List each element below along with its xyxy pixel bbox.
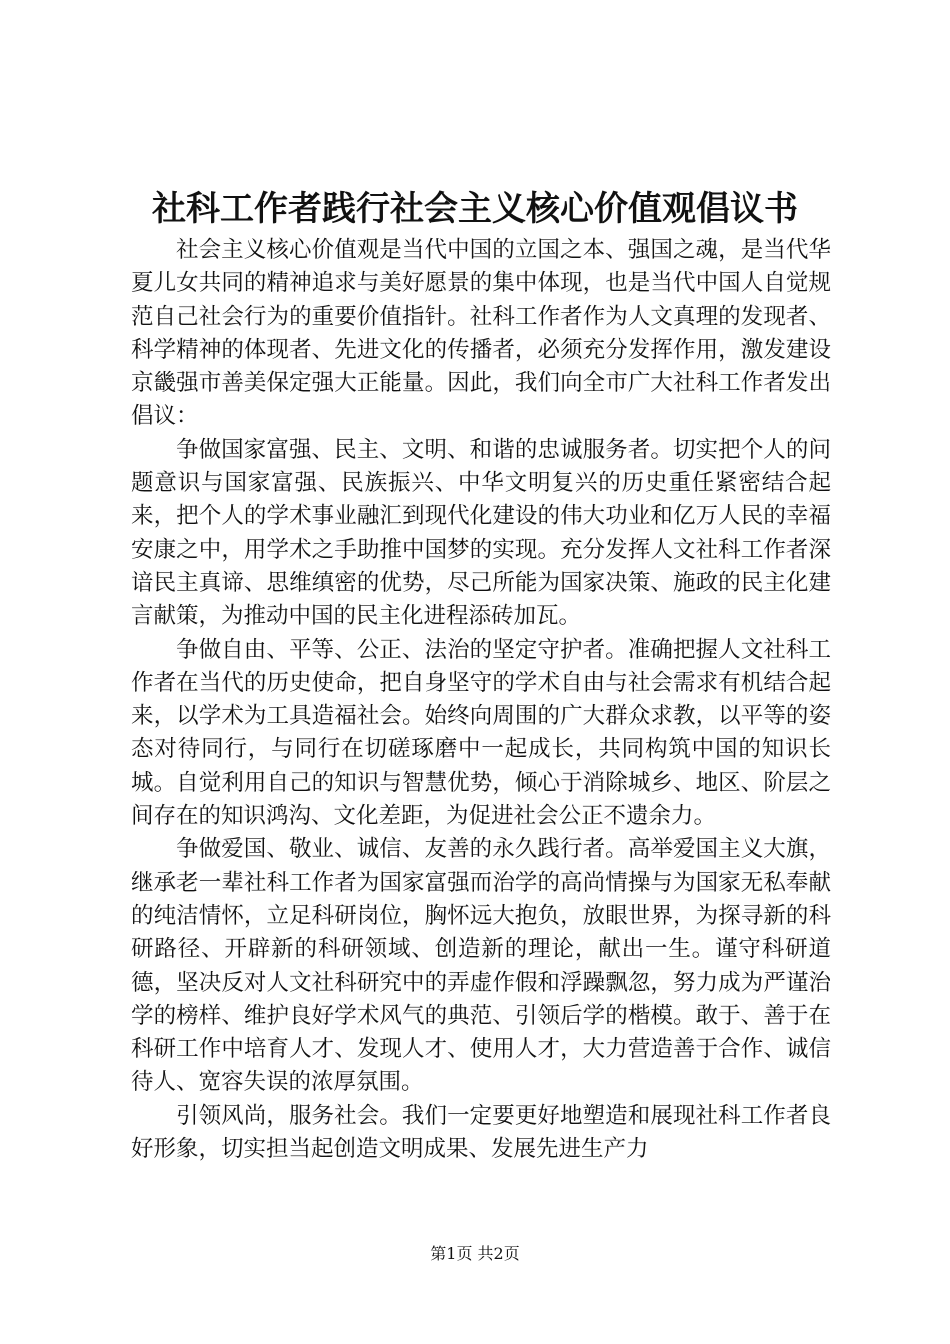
paragraph-intro: 社会主义核心价值观是当代中国的立国之本、强国之魂，是当代华夏儿女共同的精神追求与美好愿景的集中体现，也是当代中国人自觉规范自己社会行为的重要价值指针。社科工作者作为人文真理的发现者、科学精神的体现者、先进文化的传播者，必须充分发挥作用，激发建设京畿强市善美保定强大正能量。因此，我们向全市广大社科工作者发出倡议： [131,237,831,430]
paragraph-patriotism: 争做爱国、敬业、诚信、友善的永久践行者。高举爱国主义大旗，继承老一辈社科工作者为国家富强而治学的高尚情操与为国家无私奉献的纯洁情怀，立足科研岗位，胸怀远大抱负，放眼世界，为探寻新的科研路径、开辟新的科研领域、创造新的理论，献出一生。谨守科研道德，坚决反对人文社科研究中的弄虚作假和浮躁飘忽，努力成为严谨治学的榜样、维护良好学术风气的典范、引领后学的楷模。敢于、善于在科研工作中培育人才、发现人才、使用人才，大力营造善于合作、诚信待人、宽容失误的浓厚氛围。 [131,836,831,1096]
document-body [131,234,831,1166]
document-title: 社科工作者践行社会主义核心价值观倡议书 [152,189,798,229]
paragraph-prosperity: 争做国家富强、民主、文明、和谐的忠诚服务者。切实把个人的问题意识与国家富强、民族振兴、中华文明复兴的历史重任紧密结合起来，把个人的学术事业融汇到现代化建设的伟大功业和亿万人民的幸福安康之中，用学术之手助推中国梦的实现。充分发挥人文社科工作者深谙民主真谛、思维缜密的优势，尽己所能为国家决策、施政的民主化建言献策，为推动中国的民主化进程添砖加瓦。 [131,436,831,630]
paragraph-lead-trend: 引领风尚，服务社会。我们一定要更好地塑造和展现社科工作者良好形象，切实担当起创造文明成果、发展先进生产力 [131,1102,831,1163]
page-number-footer: 第1页 共2页 [430,1244,520,1263]
paragraph-freedom: 争做自由、平等、公正、法治的坚定守护者。准确把握人文社科工作者在当代的历史使命，把自身坚守的学术自由与社会需求有机结合起来，以学术为工具造福社会。始终向周围的广大群众求教，以平等的姿态对待同行，与同行在切磋琢磨中一起成长，共同构筑中国的知识长城。自觉利用自己的知识与智慧优势，倾心于消除城乡、地区、阶层之间存在的知识鸿沟、文化差距，为促进社会公正不遗余力。 [131,636,831,830]
